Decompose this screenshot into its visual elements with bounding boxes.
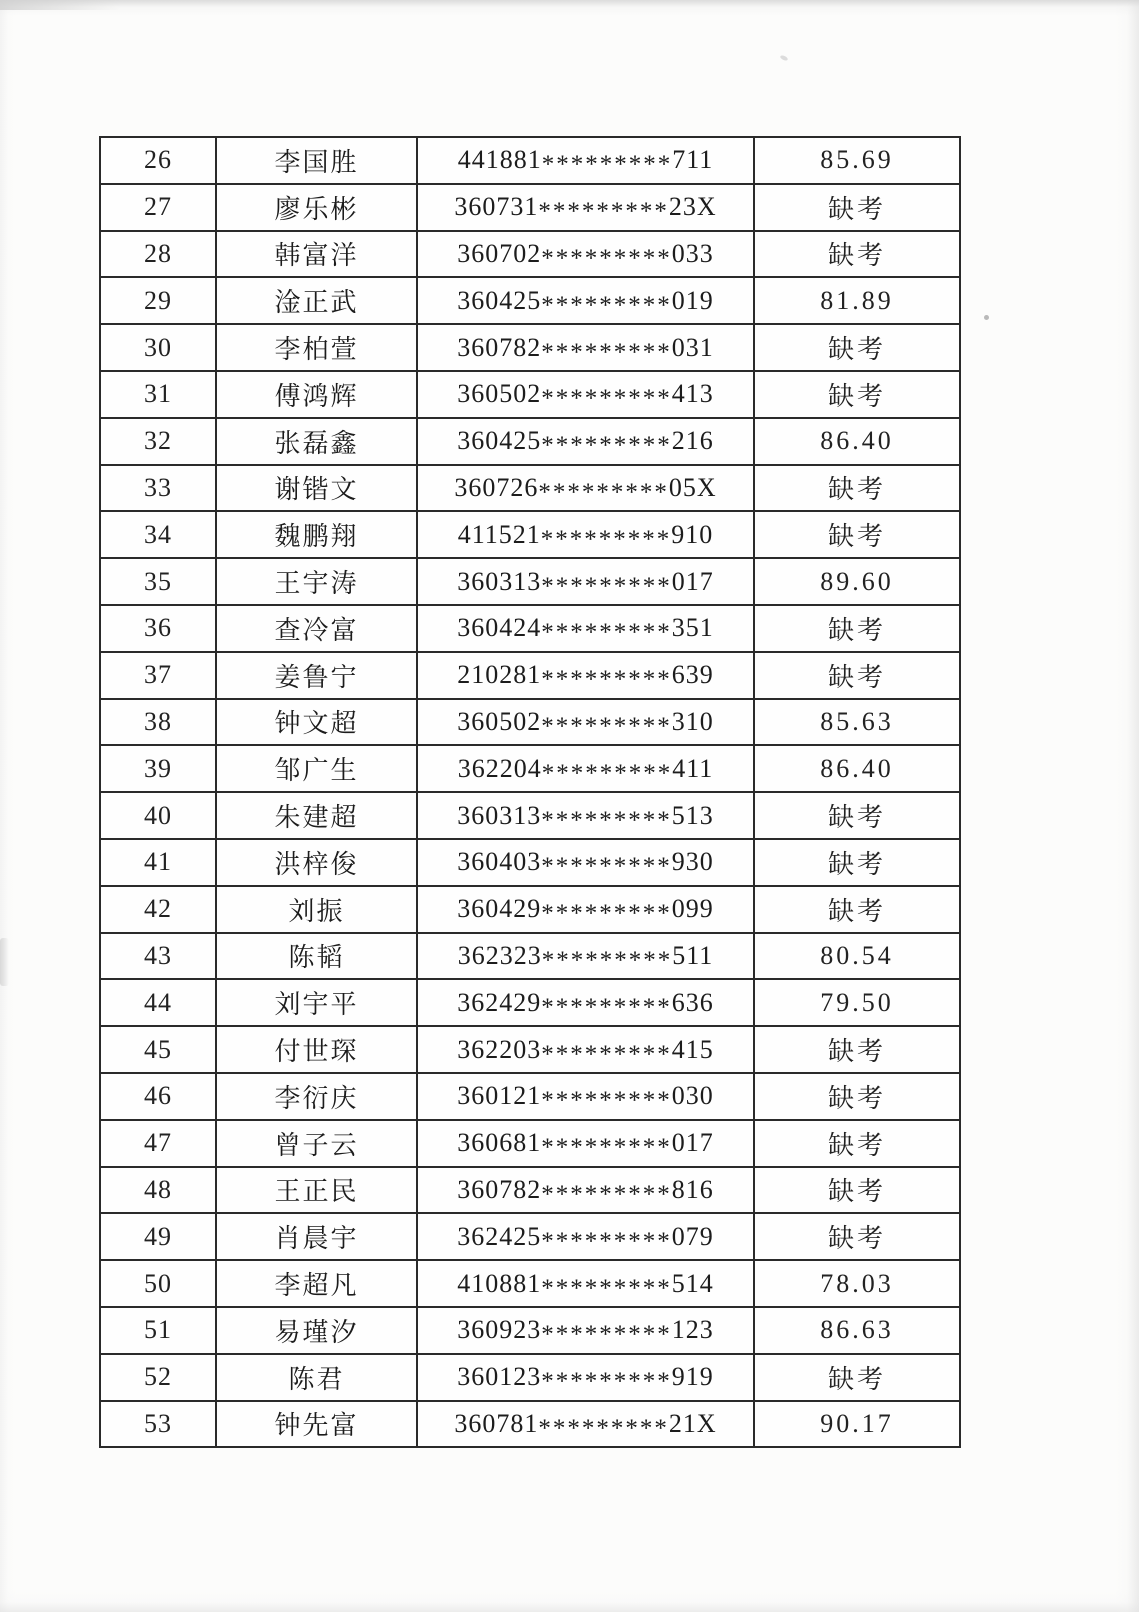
- cell-id-masked: 360425*********216: [417, 418, 754, 465]
- table-row: [100, 745, 960, 792]
- table-row: [100, 1307, 960, 1354]
- cell-score: 缺考: [754, 1120, 960, 1167]
- cell-name: 张磊鑫: [216, 418, 417, 465]
- table-row: [100, 558, 960, 605]
- scan-speck-top: [780, 55, 789, 62]
- table-row: [100, 652, 960, 699]
- cell-score: 缺考: [754, 792, 960, 839]
- cell-id-masked: 362429*********636: [417, 979, 754, 1026]
- table-row: [100, 699, 960, 746]
- cell-id-masked: 362425*********079: [417, 1213, 754, 1260]
- cell-score: 缺考: [754, 886, 960, 933]
- cell-id-masked: 362203*********415: [417, 1026, 754, 1073]
- cell-row-number: 52: [100, 1354, 216, 1401]
- cell-id-masked: 360781*********21X: [417, 1401, 754, 1448]
- cell-id-masked: 360681*********017: [417, 1120, 754, 1167]
- cell-name: 易瑾汐: [216, 1307, 417, 1354]
- cell-row-number: 32: [100, 418, 216, 465]
- cell-id-masked: 360726*********05X: [417, 465, 754, 512]
- cell-row-number: 46: [100, 1073, 216, 1120]
- cell-id-masked: 360123*********919: [417, 1354, 754, 1401]
- cell-score: 缺考: [754, 605, 960, 652]
- cell-row-number: 42: [100, 886, 216, 933]
- table-row: [100, 933, 960, 980]
- cell-id-masked: 360502*********310: [417, 699, 754, 746]
- score-table: [99, 136, 961, 1448]
- cell-row-number: 37: [100, 652, 216, 699]
- table-row: [100, 886, 960, 933]
- cell-name: 魏鹏翔: [216, 511, 417, 558]
- table-row: [100, 839, 960, 886]
- cell-row-number: 36: [100, 605, 216, 652]
- cell-row-number: 45: [100, 1026, 216, 1073]
- cell-row-number: 30: [100, 324, 216, 371]
- cell-row-number: 48: [100, 1167, 216, 1214]
- cell-score: 缺考: [754, 231, 960, 278]
- cell-score: 缺考: [754, 652, 960, 699]
- cell-row-number: 27: [100, 184, 216, 231]
- scan-smudge-left-edge: [0, 938, 9, 986]
- cell-id-masked: 362204*********411: [417, 745, 754, 792]
- table-row: [100, 1167, 960, 1214]
- cell-score: 81.89: [754, 277, 960, 324]
- cell-score: 缺考: [754, 184, 960, 231]
- cell-row-number: 33: [100, 465, 216, 512]
- table-row: [100, 511, 960, 558]
- cell-name: 李超凡: [216, 1260, 417, 1307]
- cell-row-number: 35: [100, 558, 216, 605]
- cell-name: 姜鲁宁: [216, 652, 417, 699]
- cell-id-masked: 210281*********639: [417, 652, 754, 699]
- table-row: [100, 418, 960, 465]
- cell-score: 缺考: [754, 1354, 960, 1401]
- cell-name: 廖乐彬: [216, 184, 417, 231]
- cell-name: 王宇涛: [216, 558, 417, 605]
- cell-score: 缺考: [754, 465, 960, 512]
- cell-name: 傅鸿辉: [216, 371, 417, 418]
- table-row: [100, 792, 960, 839]
- cell-name: 刘宇平: [216, 979, 417, 1026]
- cell-row-number: 44: [100, 979, 216, 1026]
- cell-id-masked: 360502*********413: [417, 371, 754, 418]
- cell-score: 86.40: [754, 418, 960, 465]
- cell-row-number: 49: [100, 1213, 216, 1260]
- cell-name: 钟先富: [216, 1401, 417, 1448]
- table-row: [100, 371, 960, 418]
- cell-name: 邹广生: [216, 745, 417, 792]
- cell-row-number: 26: [100, 137, 216, 184]
- table-row: [100, 1401, 960, 1448]
- cell-name: 李衍庆: [216, 1073, 417, 1120]
- cell-name: 刘振: [216, 886, 417, 933]
- table-row: [100, 184, 960, 231]
- cell-score: 85.69: [754, 137, 960, 184]
- cell-score: 缺考: [754, 1213, 960, 1260]
- cell-name: 查冷富: [216, 605, 417, 652]
- table-row: [100, 1073, 960, 1120]
- cell-id-masked: 360313*********017: [417, 558, 754, 605]
- cell-score: 缺考: [754, 1167, 960, 1214]
- cell-name: 曾子云: [216, 1120, 417, 1167]
- cell-score: 79.50: [754, 979, 960, 1026]
- table-row: [100, 465, 960, 512]
- cell-score: 80.54: [754, 933, 960, 980]
- cell-id-masked: 441881*********711: [417, 137, 754, 184]
- table-row: [100, 1026, 960, 1073]
- cell-row-number: 39: [100, 745, 216, 792]
- table-row: [100, 979, 960, 1026]
- cell-id-masked: 410881*********514: [417, 1260, 754, 1307]
- cell-score: 89.60: [754, 558, 960, 605]
- table-row: [100, 1213, 960, 1260]
- cell-name: 洪梓俊: [216, 839, 417, 886]
- table-row: [100, 1354, 960, 1401]
- cell-id-masked: 360313*********513: [417, 792, 754, 839]
- cell-score: 86.40: [754, 745, 960, 792]
- cell-id-masked: 360403*********930: [417, 839, 754, 886]
- cell-id-masked: 362323*********511: [417, 933, 754, 980]
- cell-score: 缺考: [754, 839, 960, 886]
- scan-smudge-top-left: [0, 0, 120, 10]
- cell-row-number: 47: [100, 1120, 216, 1167]
- score-table-body: [100, 137, 960, 1447]
- cell-name: 王正民: [216, 1167, 417, 1214]
- cell-score: 85.63: [754, 699, 960, 746]
- cell-score: 缺考: [754, 1073, 960, 1120]
- cell-score: 缺考: [754, 511, 960, 558]
- cell-name: 淦正武: [216, 277, 417, 324]
- cell-row-number: 29: [100, 277, 216, 324]
- cell-row-number: 51: [100, 1307, 216, 1354]
- cell-row-number: 53: [100, 1401, 216, 1448]
- table-row: [100, 1120, 960, 1167]
- table-row: [100, 137, 960, 184]
- cell-row-number: 43: [100, 933, 216, 980]
- cell-name: 钟文超: [216, 699, 417, 746]
- scan-dot-right: [984, 315, 989, 320]
- cell-name: 朱建超: [216, 792, 417, 839]
- cell-name: 肖晨宇: [216, 1213, 417, 1260]
- cell-score: 缺考: [754, 371, 960, 418]
- cell-row-number: 40: [100, 792, 216, 839]
- cell-id-masked: 360923*********123: [417, 1307, 754, 1354]
- cell-id-masked: 411521*********910: [417, 511, 754, 558]
- table-row: [100, 324, 960, 371]
- cell-name: 陈韬: [216, 933, 417, 980]
- cell-name: 韩富洋: [216, 231, 417, 278]
- cell-score: 86.63: [754, 1307, 960, 1354]
- cell-row-number: 28: [100, 231, 216, 278]
- cell-name: 付世琛: [216, 1026, 417, 1073]
- table-row: [100, 231, 960, 278]
- table-row: [100, 277, 960, 324]
- cell-row-number: 34: [100, 511, 216, 558]
- cell-name: 陈君: [216, 1354, 417, 1401]
- cell-id-masked: 360782*********816: [417, 1167, 754, 1214]
- cell-id-masked: 360429*********099: [417, 886, 754, 933]
- cell-id-masked: 360731*********23X: [417, 184, 754, 231]
- cell-score: 78.03: [754, 1260, 960, 1307]
- cell-id-masked: 360425*********019: [417, 277, 754, 324]
- cell-row-number: 41: [100, 839, 216, 886]
- cell-score: 90.17: [754, 1401, 960, 1448]
- cell-id-masked: 360702*********033: [417, 231, 754, 278]
- cell-id-masked: 360424*********351: [417, 605, 754, 652]
- cell-id-masked: 360121*********030: [417, 1073, 754, 1120]
- cell-row-number: 50: [100, 1260, 216, 1307]
- cell-score: 缺考: [754, 324, 960, 371]
- cell-row-number: 38: [100, 699, 216, 746]
- cell-name: 李国胜: [216, 137, 417, 184]
- cell-name: 谢锴文: [216, 465, 417, 512]
- cell-name: 李柏萱: [216, 324, 417, 371]
- table-row: [100, 605, 960, 652]
- cell-row-number: 31: [100, 371, 216, 418]
- table-row: [100, 1260, 960, 1307]
- cell-id-masked: 360782*********031: [417, 324, 754, 371]
- cell-score: 缺考: [754, 1026, 960, 1073]
